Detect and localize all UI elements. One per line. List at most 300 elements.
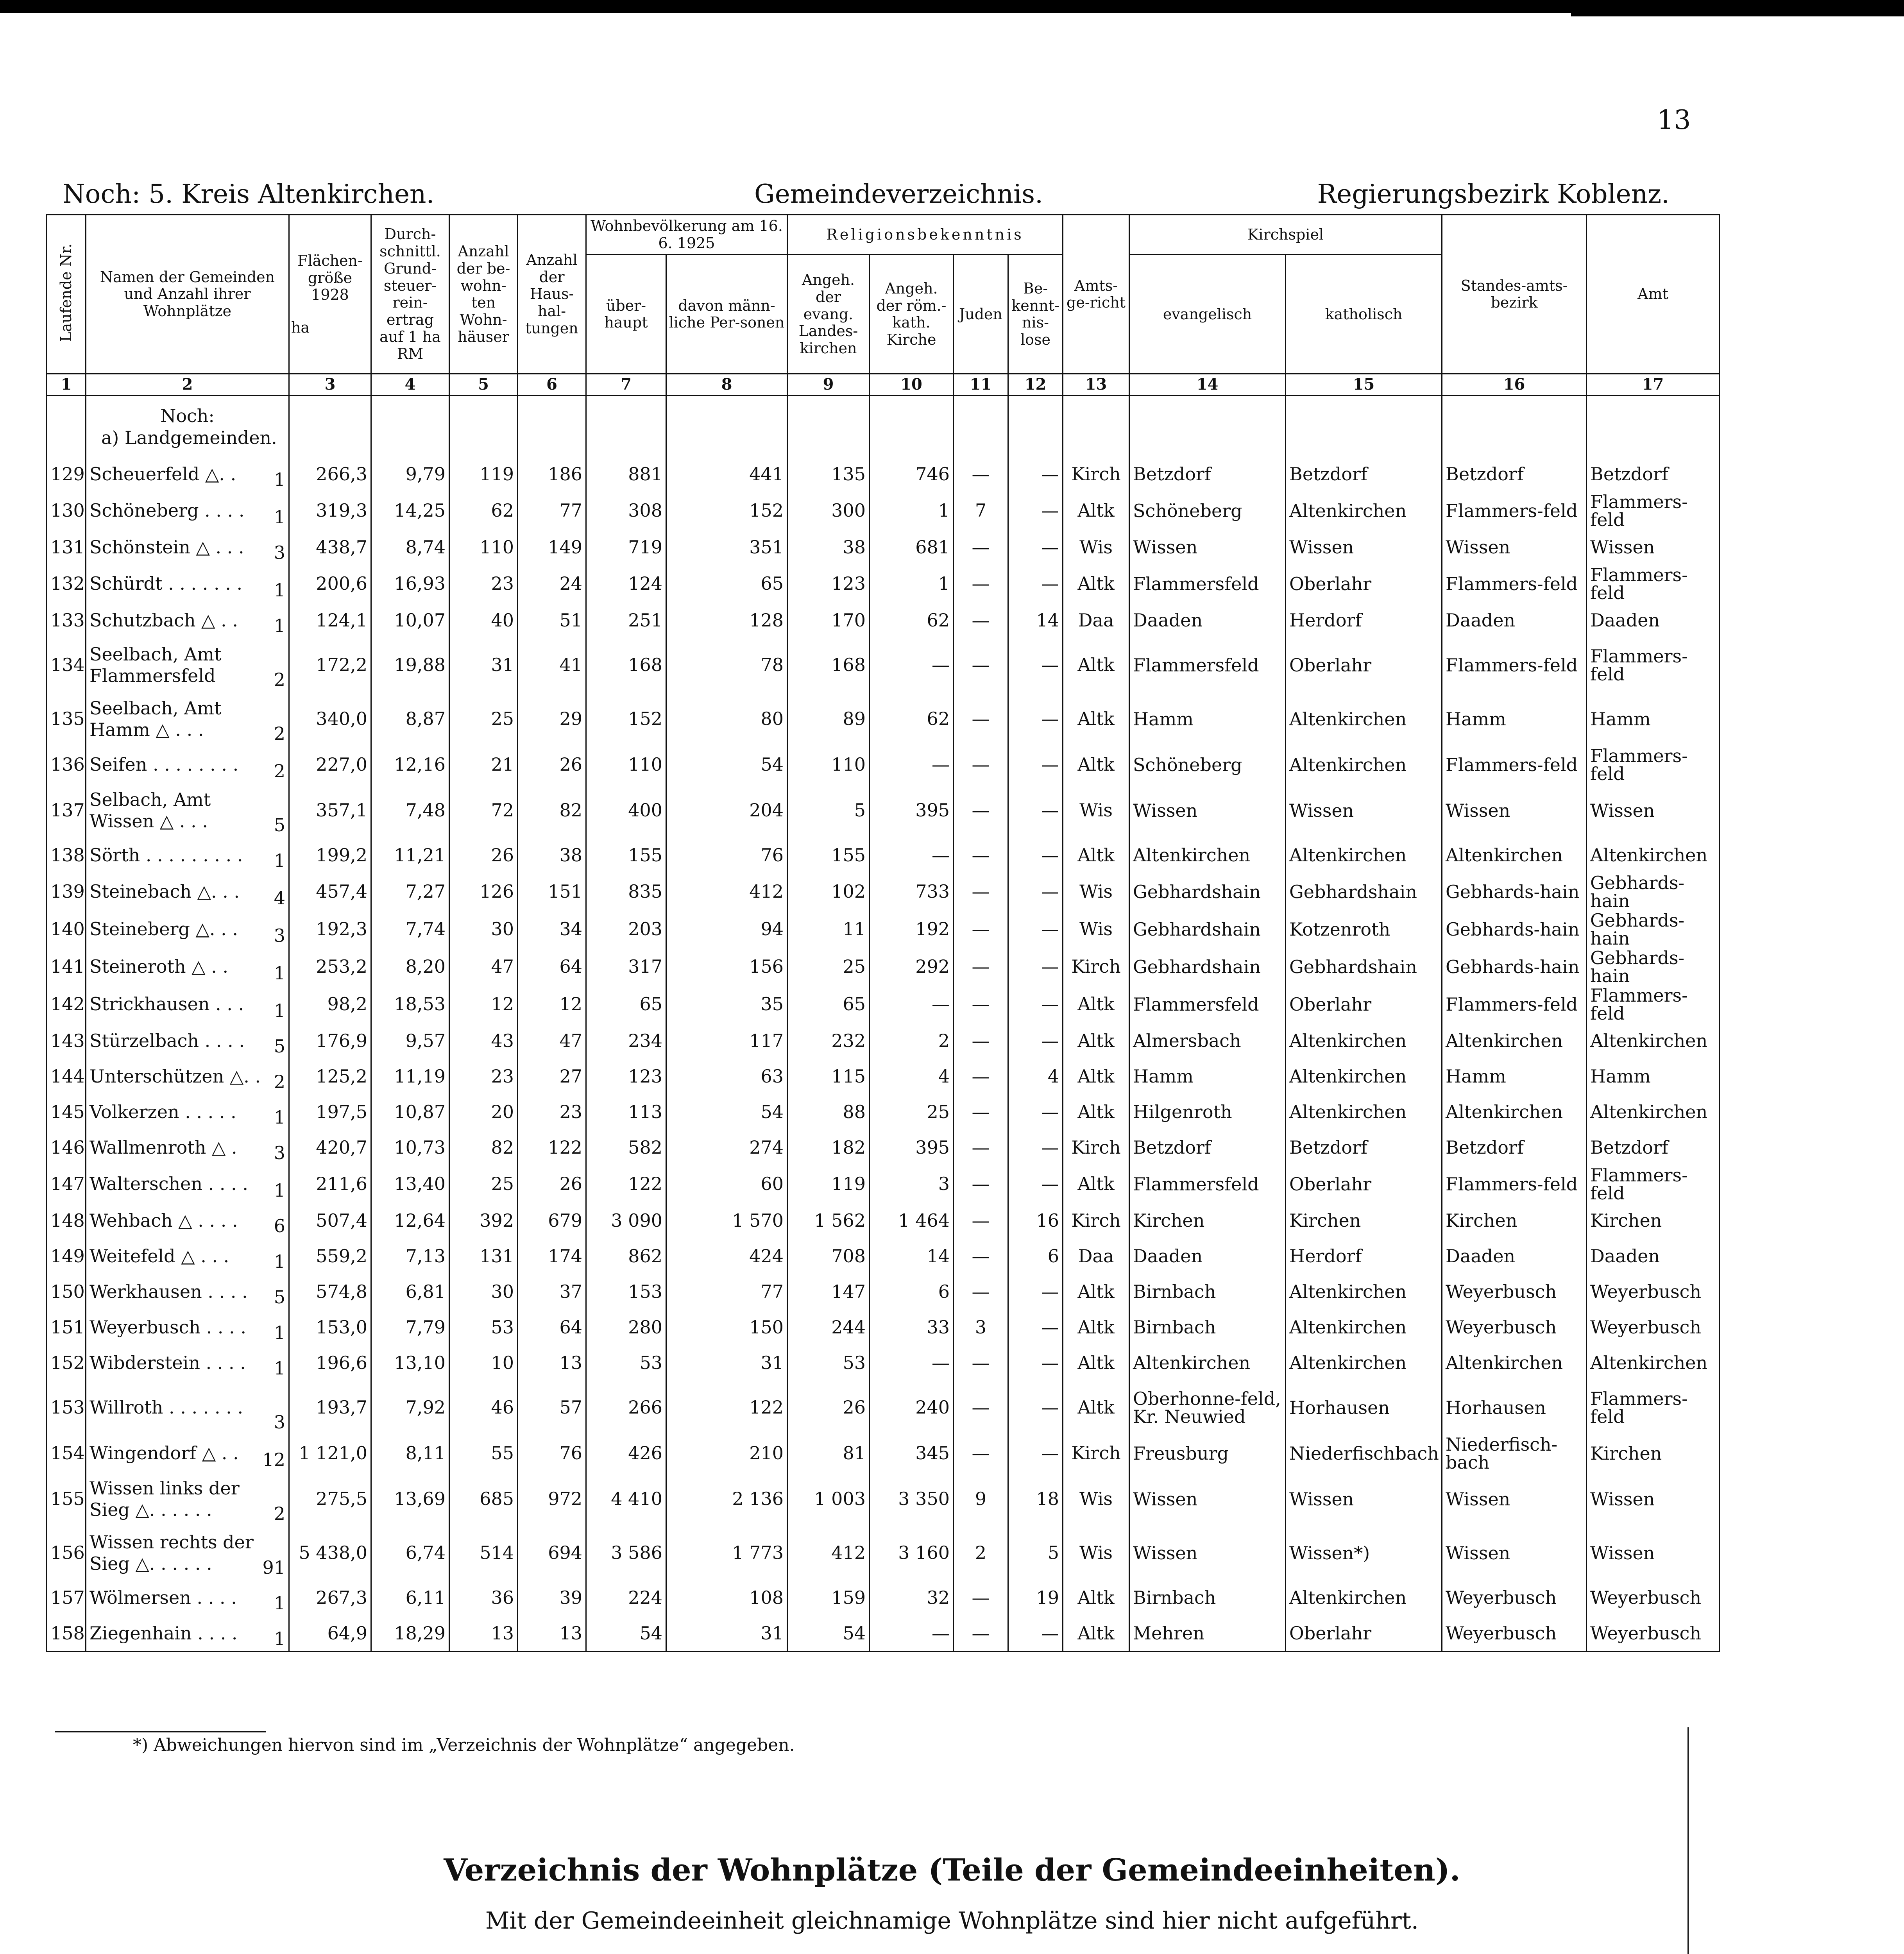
table-row <box>47 1023 1720 1059</box>
th-namen: Namen der Gemeinden und Anzahl ihrer Wohnplätze <box>86 215 289 374</box>
cell-juden: — <box>954 837 1008 873</box>
cell-ertrag: 13,40 <box>371 1165 449 1203</box>
cell-standes: Betzdorf <box>1442 456 1587 492</box>
header-center: Gemeindeverzeichnis. <box>754 179 1043 209</box>
cell-los: — <box>1008 948 1063 986</box>
cell-name <box>86 692 289 746</box>
wohnplatz-count: 1 <box>274 1106 285 1128</box>
cell-kath-ksp: Oberlahr <box>1286 638 1442 692</box>
cell-bev: 3 586 <box>586 1526 666 1580</box>
cell-haush: 34 <box>518 911 586 948</box>
th-evang: Angeh. der evang. Landes-kirchen <box>787 255 870 374</box>
cell-maenn: 117 <box>666 1023 787 1059</box>
cell-maenn: 63 <box>666 1059 787 1094</box>
cell-maenn: 1 773 <box>666 1526 787 1580</box>
cell-kath: 3 350 <box>870 1472 954 1526</box>
cell-standes: Altenkirchen <box>1442 837 1587 873</box>
table-row <box>47 1526 1720 1580</box>
cell-juden: — <box>954 1381 1008 1435</box>
cell-kath: 395 <box>870 784 954 837</box>
cell-evang: 25 <box>787 948 870 986</box>
cell-nr: 147 <box>47 1165 86 1203</box>
cell-kath: — <box>870 1345 954 1381</box>
cell-nr: 144 <box>47 1059 86 1094</box>
cell-evang: 119 <box>787 1165 870 1203</box>
cell-name <box>86 1310 289 1345</box>
cell-ev-ksp: Daaden <box>1129 1238 1286 1274</box>
cell-ag: Kirch <box>1063 1203 1129 1238</box>
table-row <box>47 1274 1720 1310</box>
cell-standes: Horhausen <box>1442 1381 1587 1435</box>
cell-amt: Flammers-feld <box>1587 638 1720 692</box>
wohnplatz-count: 2 <box>274 723 285 744</box>
cell-evang: 110 <box>787 746 870 784</box>
cell-ertrag: 11,19 <box>371 1059 449 1094</box>
cell-los: 18 <box>1008 1472 1063 1526</box>
cell-evang: 81 <box>787 1435 870 1472</box>
table-row <box>47 1580 1720 1616</box>
cell-nr: 138 <box>47 837 86 873</box>
th-evangelisch: evangelisch <box>1129 255 1286 374</box>
cell-nr: 151 <box>47 1310 86 1345</box>
cell-amt: Gebhards-hain <box>1587 948 1720 986</box>
table-row <box>47 784 1720 837</box>
cell-name <box>86 1381 289 1435</box>
cell-ertrag: 10,87 <box>371 1094 449 1130</box>
cell-name <box>86 603 289 638</box>
wohnplatz-count: 2 <box>274 1503 285 1524</box>
cell-amt: Weyerbusch <box>1587 1310 1720 1345</box>
table-row <box>47 530 1720 565</box>
cell-name <box>86 746 289 784</box>
cell-ha: 192,3 <box>289 911 371 948</box>
cell-haush: 24 <box>518 565 586 603</box>
cell-ertrag: 8,20 <box>371 948 449 986</box>
cell-amt: Flammers-feld <box>1587 986 1720 1023</box>
wohnplaetze-title: Verzeichnis der Wohnplätze (Teile der Gemeindeeinheiten). <box>444 1852 1460 1888</box>
cell-evang: 232 <box>787 1023 870 1059</box>
cell-los: — <box>1008 911 1063 948</box>
cell-haeuser: 12 <box>449 986 518 1023</box>
cell-ev-ksp: Gebhardshain <box>1129 911 1286 948</box>
cell-evang: 26 <box>787 1381 870 1435</box>
cell-haush: 694 <box>518 1526 586 1580</box>
table-row <box>47 911 1720 948</box>
cell-ha: 176,9 <box>289 1023 371 1059</box>
cell-standes: Gebhards-hain <box>1442 873 1587 911</box>
cell-los: — <box>1008 1345 1063 1381</box>
cell-name <box>86 1472 289 1526</box>
table-row <box>47 1130 1720 1165</box>
cell-haeuser: 40 <box>449 603 518 638</box>
th-katholisch: katholisch <box>1286 255 1442 374</box>
cell-bev: 113 <box>586 1094 666 1130</box>
cell-los: — <box>1008 1616 1063 1652</box>
cell-ertrag: 12,16 <box>371 746 449 784</box>
gemeinde-name: Seelbach, Amt Hamm △ . . . <box>89 697 222 740</box>
cell-ag: Altk <box>1063 1274 1129 1310</box>
gemeinde-name: Steineroth △ . . <box>89 956 229 977</box>
cell-name <box>86 1526 289 1580</box>
cell-nr: 146 <box>47 1130 86 1165</box>
cell-ag: Daa <box>1063 1238 1129 1274</box>
cell-haush: 82 <box>518 784 586 837</box>
cell-kath-ksp: Altenkirchen <box>1286 1023 1442 1059</box>
cell-maenn: 2 136 <box>666 1472 787 1526</box>
table-row <box>47 873 1720 911</box>
gemeinde-name: Wallmenroth △ . <box>89 1136 237 1158</box>
cell-kath-ksp: Altenkirchen <box>1286 837 1442 873</box>
wohnplatz-count: 2 <box>274 1071 285 1092</box>
cell-haush: 149 <box>518 530 586 565</box>
th-juden: Juden <box>954 255 1008 374</box>
cell-kath-ksp: Oberlahr <box>1286 986 1442 1023</box>
cell-haeuser: 82 <box>449 1130 518 1165</box>
cell-ev-ksp: Altenkirchen <box>1129 837 1286 873</box>
cell-bev: 582 <box>586 1130 666 1165</box>
cell-maenn: 156 <box>666 948 787 986</box>
cell-haush: 76 <box>518 1435 586 1472</box>
cell-amt: Weyerbusch <box>1587 1274 1720 1310</box>
cell-haush: 13 <box>518 1616 586 1652</box>
cell-evang: 708 <box>787 1238 870 1274</box>
cell-standes: Flammers-feld <box>1442 638 1587 692</box>
gemeinde-name: Strickhausen . . . <box>89 993 244 1015</box>
cell-los: — <box>1008 456 1063 492</box>
footnote-rule <box>55 1731 266 1732</box>
cell-kath-ksp: Kotzenroth <box>1286 911 1442 948</box>
cell-juden: — <box>954 873 1008 911</box>
column-number: 4 <box>371 374 449 395</box>
wohnplatz-count: 6 <box>274 1215 285 1236</box>
cell-amt: Daaden <box>1587 1238 1720 1274</box>
wohnplatz-count: 2 <box>274 760 285 782</box>
cell-ev-ksp: Gebhardshain <box>1129 948 1286 986</box>
cell-ev-ksp: Wissen <box>1129 784 1286 837</box>
cell-maenn: 80 <box>666 692 787 746</box>
th-grundsteuer: Durch-schnittl. Grund-steuer-rein-ertrag auf 1 ha RM <box>371 215 449 374</box>
cell-haush: 47 <box>518 1023 586 1059</box>
cell-kath-ksp: Altenkirchen <box>1286 1059 1442 1094</box>
cell-kath: — <box>870 837 954 873</box>
cell-kath: 1 <box>870 492 954 530</box>
cell-amt: Kirchen <box>1587 1435 1720 1472</box>
cell-kath: 6 <box>870 1274 954 1310</box>
wohnplatz-count: 12 <box>262 1449 285 1470</box>
cell-maenn: 54 <box>666 1094 787 1130</box>
cell-los: — <box>1008 746 1063 784</box>
cell-haush: 26 <box>518 1165 586 1203</box>
cell-kath-ksp: Wissen <box>1286 1472 1442 1526</box>
cell-bev: 54 <box>586 1616 666 1652</box>
gemeinde-name: Weitefeld △ . . . <box>89 1245 229 1267</box>
cell-ertrag: 7,79 <box>371 1310 449 1345</box>
cell-ha: 457,4 <box>289 873 371 911</box>
cell-kath: 1 464 <box>870 1203 954 1238</box>
column-number: 8 <box>666 374 787 395</box>
cell-kath-ksp: Betzdorf <box>1286 1130 1442 1165</box>
cell-haeuser: 30 <box>449 911 518 948</box>
column-number: 2 <box>86 374 289 395</box>
cell-juden: — <box>954 746 1008 784</box>
column-number: 14 <box>1129 374 1286 395</box>
cell-ag: Altk <box>1063 565 1129 603</box>
wohnplatz-count: 1 <box>274 1628 285 1649</box>
cell-bev: 317 <box>586 948 666 986</box>
cell-ev-ksp: Birnbach <box>1129 1310 1286 1345</box>
cell-ha: 253,2 <box>289 948 371 986</box>
cell-name <box>86 1435 289 1472</box>
wohnplatz-count: 1 <box>274 615 285 636</box>
cell-ag: Altk <box>1063 1165 1129 1203</box>
cell-kath-ksp: Altenkirchen <box>1286 1274 1442 1310</box>
cell-ag: Altk <box>1063 638 1129 692</box>
cell-kath-ksp: Altenkirchen <box>1286 1345 1442 1381</box>
cell-ha: 64,9 <box>289 1616 371 1652</box>
cell-juden: — <box>954 1435 1008 1472</box>
cell-bev: 155 <box>586 837 666 873</box>
cell-juden: — <box>954 1616 1008 1652</box>
cell-los: 5 <box>1008 1526 1063 1580</box>
cell-standes: Wissen <box>1442 1526 1587 1580</box>
cell-evang: 168 <box>787 638 870 692</box>
cell-kath-ksp: Kirchen <box>1286 1203 1442 1238</box>
cell-juden: — <box>954 1130 1008 1165</box>
cell-maenn: 31 <box>666 1616 787 1652</box>
cell-bev: 123 <box>586 1059 666 1094</box>
cell-haush: 151 <box>518 873 586 911</box>
cell-ev-ksp: Betzdorf <box>1129 456 1286 492</box>
cell-kath-ksp: Wissen <box>1286 530 1442 565</box>
cell-amt: Weyerbusch <box>1587 1616 1720 1652</box>
cell-haeuser: 392 <box>449 1203 518 1238</box>
cell-evang: 102 <box>787 873 870 911</box>
cell-maenn: 204 <box>666 784 787 837</box>
cell-standes: Altenkirchen <box>1442 1345 1587 1381</box>
cell-ev-ksp: Schöneberg <box>1129 746 1286 784</box>
cell-ertrag: 9,57 <box>371 1023 449 1059</box>
table-row <box>47 948 1720 986</box>
cell-ev-ksp: Flammersfeld <box>1129 1165 1286 1203</box>
cell-kath: 240 <box>870 1381 954 1435</box>
cell-juden: — <box>954 1345 1008 1381</box>
cell-juden: 7 <box>954 492 1008 530</box>
gemeinde-name: Scheuerfeld △. . <box>89 463 236 485</box>
cell-ag: Wis <box>1063 784 1129 837</box>
table-row <box>47 456 1720 492</box>
cell-haeuser: 13 <box>449 1616 518 1652</box>
cell-juden: — <box>954 1165 1008 1203</box>
cell-haeuser: 119 <box>449 456 518 492</box>
cell-kath: — <box>870 746 954 784</box>
cell-ag: Altk <box>1063 1094 1129 1130</box>
gemeinde-name: Steinebach △. . . <box>89 881 240 902</box>
table-row <box>47 603 1720 638</box>
cell-maenn: 77 <box>666 1274 787 1310</box>
cell-amt: Flammers-feld <box>1587 1381 1720 1435</box>
cell-ha: 340,0 <box>289 692 371 746</box>
cell-bev: 234 <box>586 1023 666 1059</box>
cell-evang: 65 <box>787 986 870 1023</box>
cell-kath: 4 <box>870 1059 954 1094</box>
page-number: 13 <box>1657 105 1691 136</box>
cell-haush: 23 <box>518 1094 586 1130</box>
cell-ertrag: 6,81 <box>371 1274 449 1310</box>
cell-amt: Gebhards-hain <box>1587 911 1720 948</box>
gemeinde-name: Wissen rechts der Sieg △. . . . . . <box>89 1531 254 1574</box>
cell-ha: 267,3 <box>289 1580 371 1616</box>
cell-juden: — <box>954 1094 1008 1130</box>
cell-maenn: 31 <box>666 1345 787 1381</box>
cell-maenn: 210 <box>666 1435 787 1472</box>
cell-evang: 38 <box>787 530 870 565</box>
cell-kath: 3 160 <box>870 1526 954 1580</box>
cell-standes: Altenkirchen <box>1442 1023 1587 1059</box>
section-nr-cell <box>47 395 86 456</box>
cell-kath-ksp: Herdorf <box>1286 603 1442 638</box>
cell-maenn: 424 <box>666 1238 787 1274</box>
cell-juden: — <box>954 948 1008 986</box>
cell-kath-ksp: Wissen <box>1286 784 1442 837</box>
cell-los: — <box>1008 492 1063 530</box>
th-bekenntnislose: Be-kennt-nis-lose <box>1008 255 1063 374</box>
cell-ag: Kirch <box>1063 456 1129 492</box>
cell-ertrag: 12,64 <box>371 1203 449 1238</box>
cell-ha: 172,2 <box>289 638 371 692</box>
cell-kath: 2 <box>870 1023 954 1059</box>
cell-ha: 507,4 <box>289 1203 371 1238</box>
cell-maenn: 351 <box>666 530 787 565</box>
cell-nr: 140 <box>47 911 86 948</box>
cell-nr: 155 <box>47 1472 86 1526</box>
wohnplatz-count: 3 <box>274 1142 285 1163</box>
cell-bev: 122 <box>586 1165 666 1203</box>
cell-kath: — <box>870 986 954 1023</box>
cell-ag: Kirch <box>1063 1130 1129 1165</box>
cell-ev-ksp: Wissen <box>1129 1526 1286 1580</box>
wohnplatz-count: 1 <box>274 1000 285 1021</box>
cell-kath-ksp: Herdorf <box>1286 1238 1442 1274</box>
cell-nr: 141 <box>47 948 86 986</box>
cell-standes: Flammers-feld <box>1442 746 1587 784</box>
cell-standes: Altenkirchen <box>1442 1094 1587 1130</box>
cell-haeuser: 47 <box>449 948 518 986</box>
cell-name <box>86 1274 289 1310</box>
cell-name <box>86 1059 289 1094</box>
th-ueberhaupt: über-haupt <box>586 255 666 374</box>
cell-kath: 33 <box>870 1310 954 1345</box>
gemeinde-name: Steineberg △. . . <box>89 918 238 940</box>
cell-juden: — <box>954 986 1008 1023</box>
cell-los: 16 <box>1008 1203 1063 1238</box>
cell-ertrag: 8,87 <box>371 692 449 746</box>
cell-los: — <box>1008 1435 1063 1472</box>
cell-kath: 395 <box>870 1130 954 1165</box>
column-number: 13 <box>1063 374 1129 395</box>
cell-haush: 57 <box>518 1381 586 1435</box>
column-number: 6 <box>518 374 586 395</box>
gemeinde-name: Wehbach △ . . . . <box>89 1210 238 1231</box>
column-number: 9 <box>787 374 870 395</box>
cell-standes: Flammers-feld <box>1442 492 1587 530</box>
cell-name <box>86 456 289 492</box>
cell-ev-ksp: Flammersfeld <box>1129 565 1286 603</box>
cell-ha: 196,6 <box>289 1345 371 1381</box>
table-row <box>47 492 1720 530</box>
cell-standes: Flammers-feld <box>1442 1165 1587 1203</box>
gemeinde-name: Wingendorf △ . . <box>89 1442 239 1464</box>
cell-juden: — <box>954 911 1008 948</box>
cell-kath: 62 <box>870 692 954 746</box>
cell-ag: Altk <box>1063 1059 1129 1094</box>
table-row <box>47 1381 1720 1435</box>
cell-amt: Altenkirchen <box>1587 1023 1720 1059</box>
table-row <box>47 1472 1720 1526</box>
section-title: Noch: a) Landgemeinden. <box>86 395 289 456</box>
cell-standes: Flammers-feld <box>1442 565 1587 603</box>
cell-kath: — <box>870 1616 954 1652</box>
cell-juden: — <box>954 456 1008 492</box>
cell-haush: 12 <box>518 986 586 1023</box>
cell-evang: 147 <box>787 1274 870 1310</box>
cell-nr: 139 <box>47 873 86 911</box>
cell-maenn: 65 <box>666 565 787 603</box>
header-left: Noch: 5. Kreis Altenkirchen. <box>63 179 435 209</box>
cell-standes: Daaden <box>1442 603 1587 638</box>
scan-border-top-right <box>1571 0 1904 16</box>
cell-amt: Flammers-feld <box>1587 565 1720 603</box>
column-number: 7 <box>586 374 666 395</box>
cell-ha: 193,7 <box>289 1381 371 1435</box>
wohnplatz-count: 1 <box>274 469 285 490</box>
cell-maenn: 60 <box>666 1165 787 1203</box>
cell-nr: 154 <box>47 1435 86 1472</box>
cell-ertrag: 7,13 <box>371 1238 449 1274</box>
cell-juden: — <box>954 603 1008 638</box>
cell-haush: 679 <box>518 1203 586 1238</box>
cell-kath: 345 <box>870 1435 954 1472</box>
cell-kath: 62 <box>870 603 954 638</box>
cell-ertrag: 7,74 <box>371 911 449 948</box>
cell-haush: 39 <box>518 1580 586 1616</box>
cell-nr: 130 <box>47 492 86 530</box>
th-wohnhaeuser: Anzahl der be-wohn-ten Wohn-häuser <box>449 215 518 374</box>
cell-haeuser: 131 <box>449 1238 518 1274</box>
cell-haush: 37 <box>518 1274 586 1310</box>
cell-los: — <box>1008 1310 1063 1345</box>
cell-evang: 1 562 <box>787 1203 870 1238</box>
cell-standes: Weyerbusch <box>1442 1616 1587 1652</box>
cell-amt: Flammers-feld <box>1587 746 1720 784</box>
cell-los: — <box>1008 986 1063 1023</box>
cell-amt: Hamm <box>1587 1059 1720 1094</box>
cell-juden: 2 <box>954 1526 1008 1580</box>
cell-name <box>86 1203 289 1238</box>
wohnplaetze-subtitle: Mit der Gemeindeeinheit gleichnamige Wohnplätze sind hier nicht aufgeführt. <box>485 1907 1419 1934</box>
cell-juden: — <box>954 1203 1008 1238</box>
cell-ev-ksp: Hamm <box>1129 1059 1286 1094</box>
cell-kath: 733 <box>870 873 954 911</box>
cell-ertrag: 8,74 <box>371 530 449 565</box>
cell-kath: 746 <box>870 456 954 492</box>
cell-haush: 77 <box>518 492 586 530</box>
wohnplatz-count: 3 <box>274 542 285 563</box>
cell-amt: Altenkirchen <box>1587 1094 1720 1130</box>
cell-ertrag: 10,73 <box>371 1130 449 1165</box>
gemeinde-table <box>46 214 1720 1652</box>
wohnplatz-count: 1 <box>274 850 285 871</box>
cell-ha: 211,6 <box>289 1165 371 1203</box>
